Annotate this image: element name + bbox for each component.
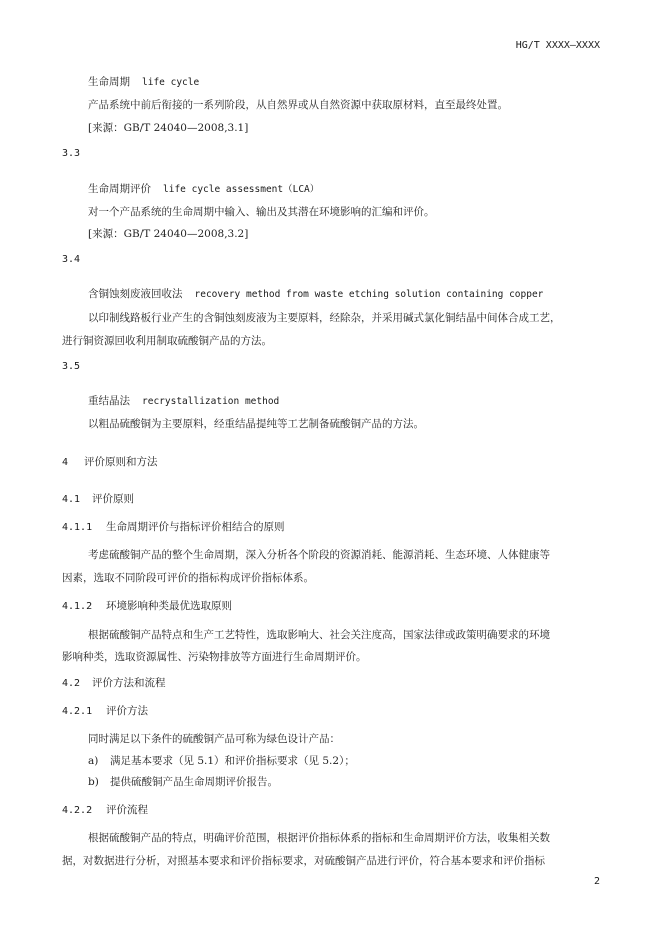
term-definition: 对一个产品系统的生命周期中输入、输出及其潜在环境影响的汇编和评价。 [88, 206, 435, 218]
subsection-heading [62, 491, 134, 506]
list-marker: a) [88, 755, 99, 767]
term-en: life cycle assessment（LCA） [163, 184, 320, 195]
list-item [88, 774, 278, 789]
list-text: 提供硫酸铜产品生命周期评价报告。 [110, 776, 278, 788]
paragraph-line: 根据硫酸铜产品的特点，明确评价范围，根据评价指标体系的指标和生命周期评价方法，收集相关数 [88, 832, 550, 844]
section-heading [62, 454, 158, 469]
term-number: 3.3 [62, 148, 81, 159]
term-zh: 重结晶法 [88, 395, 130, 407]
clause-title: 生命周期评价与指标评价相结合的原则 [106, 521, 285, 533]
section-title: 评价原则和方法 [84, 456, 158, 468]
page-number: 2 [593, 876, 600, 887]
clause-number: 4.1.1 [62, 522, 93, 533]
term-source: [来源：GB/T 24040—2008,3.2] [88, 228, 249, 240]
term-en: recovery method from waste etching solution containing copper [194, 289, 544, 300]
clause-heading [62, 519, 285, 534]
list-item [88, 753, 355, 768]
subsection-heading [62, 675, 166, 690]
clause-heading [62, 598, 232, 613]
paragraph-line: 据，对数据进行分析，对照基本要求和评价指标要求，对硫酸铜产品进行评价，符合基本要求和评价指标 [62, 855, 545, 867]
paragraph-line: 因素，选取不同阶段可评价的指标构成评价指标体系。 [62, 572, 314, 584]
clause-title: 评价方法 [106, 705, 148, 717]
clause-number: 4.2.2 [62, 805, 93, 816]
section-number: 4 [62, 457, 69, 468]
term-number: 3.4 [62, 254, 81, 265]
term-heading [88, 70, 199, 89]
term-heading [88, 177, 319, 196]
term-zh: 生命周期 [88, 76, 130, 88]
term-zh: 生命周期评价 [88, 183, 151, 195]
paragraph-line: 考虑硫酸铜产品的整个生命周期，深入分析各个阶段的资源消耗、能源消耗、生态环境、人体健康等 [88, 549, 550, 561]
subsection-title: 评价原则 [92, 493, 134, 505]
term-en: life cycle [142, 77, 200, 88]
term-source: [来源：GB/T 24040—2008,3.1] [88, 122, 249, 134]
subsection-title: 评价方法和流程 [92, 677, 166, 689]
term-zh: 含铜蚀刻废液回收法 [88, 288, 183, 300]
document-code: HG/T XXXX—XXXX [515, 40, 600, 51]
term-definition-line: 进行铜资源回收利用制取硫酸铜产品的方法。 [62, 335, 272, 347]
clause-number: 4.1.2 [62, 601, 93, 612]
clause-title: 评价流程 [106, 804, 148, 816]
clause-heading [62, 703, 148, 718]
subsection-number: 4.2 [62, 678, 81, 689]
list-text: 满足基本要求（见 5.1）和评价指标要求（见 5.2）； [110, 755, 355, 767]
list-marker: b) [88, 776, 99, 788]
term-number: 3.5 [62, 361, 81, 372]
term-en: recrystallization method [142, 396, 280, 407]
term-definition-line: 以印制线路板行业产生的含铜蚀刻废液为主要原料，经除杂，并采用碱式氯化铜结晶中间体合成工艺， [88, 312, 561, 324]
clause-number: 4.2.1 [62, 706, 93, 717]
clause-title: 环境影响种类最优选取原则 [106, 600, 232, 612]
subsection-number: 4.1 [62, 494, 81, 505]
paragraph-line: 根据硫酸铜产品特点和生产工艺特性，选取影响大、社会关注度高，国家法律或政策明确要求的环境 [88, 629, 550, 641]
term-definition: 以粗品硫酸铜为主要原料，经重结晶提纯等工艺制备硫酸铜产品的方法。 [88, 418, 424, 430]
paragraph-line: 同时满足以下条件的硫酸铜产品可称为绿色设计产品： [88, 733, 340, 745]
term-heading [88, 389, 279, 408]
term-definition: 产品系统中前后衔接的一系列阶段，从自然界或从自然资源中获取原材料，直至最终处置。 [88, 99, 508, 111]
paragraph-line: 影响种类，选取资源属性、污染物排放等方面进行生命周期评价。 [62, 651, 367, 663]
term-heading [88, 282, 543, 301]
clause-heading [62, 802, 148, 817]
